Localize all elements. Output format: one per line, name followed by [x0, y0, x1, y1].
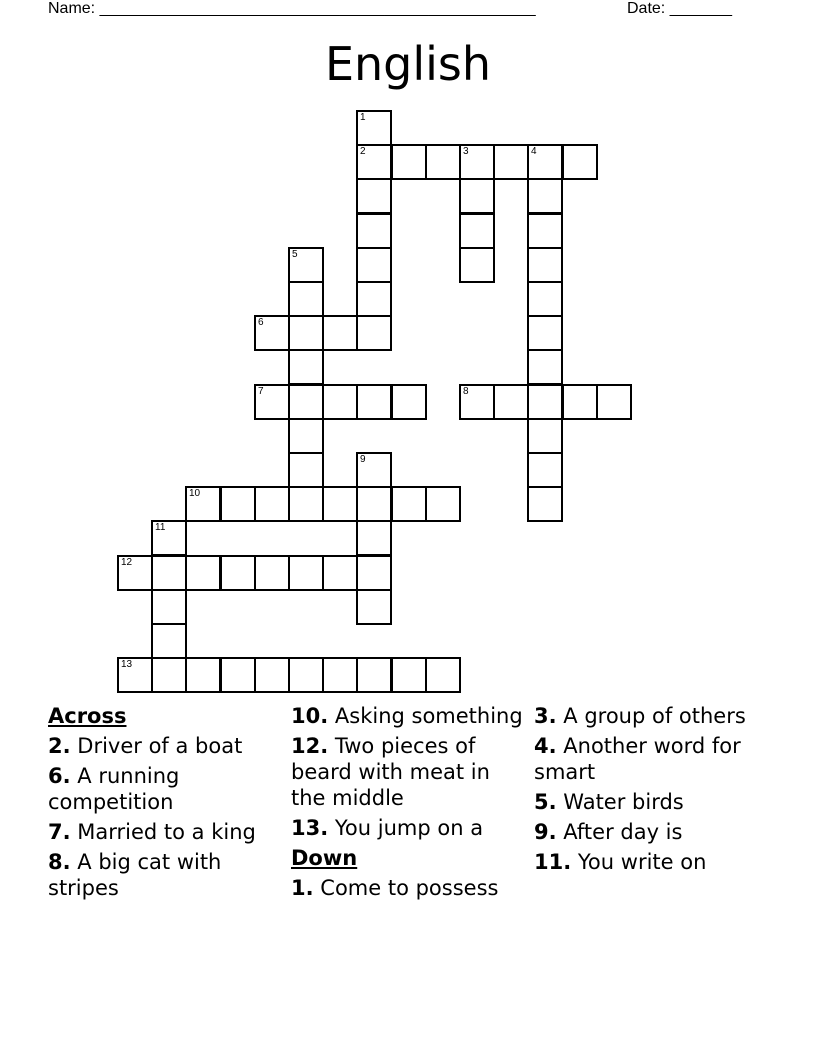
crossword-cell[interactable]	[356, 657, 392, 693]
cell-number: 12	[121, 557, 133, 568]
crossword-cell[interactable]	[459, 178, 495, 214]
crossword-cell[interactable]	[527, 486, 563, 522]
crossword-cell[interactable]	[391, 657, 427, 693]
clue-text: Water birds	[563, 790, 684, 814]
crossword-cell[interactable]	[459, 384, 495, 420]
clue-number: 11.	[534, 850, 572, 874]
crossword-cell[interactable]	[493, 384, 529, 420]
crossword-cell[interactable]	[356, 247, 392, 283]
cell-number: 10	[189, 488, 201, 499]
cell-number: 1	[360, 112, 366, 123]
cell-number: 2	[360, 146, 366, 157]
crossword-cell[interactable]	[288, 315, 324, 351]
crossword-cell[interactable]	[288, 418, 324, 454]
clue-number: 13.	[291, 816, 329, 840]
down-clue	[534, 733, 770, 785]
crossword-cell[interactable]	[185, 555, 221, 591]
across-clue	[48, 819, 284, 845]
crossword-cell[interactable]	[527, 213, 563, 249]
crossword-cell[interactable]	[117, 555, 153, 591]
cell-number: 11	[155, 522, 166, 533]
down-clue	[291, 875, 527, 901]
crossword-cell[interactable]	[562, 384, 598, 420]
crossword-cell[interactable]	[254, 315, 290, 351]
across-clue	[48, 763, 284, 815]
across-clue	[291, 815, 527, 841]
clue-text: Asking something	[334, 704, 523, 728]
crossword-cell[interactable]	[356, 178, 392, 214]
clue-number: 4.	[534, 734, 557, 758]
crossword-cell[interactable]	[356, 486, 392, 522]
clue-number: 9.	[534, 820, 557, 844]
clue-text: Another word for smart	[534, 734, 741, 784]
crossword-cell[interactable]	[356, 452, 392, 488]
clue-text: You write on	[577, 850, 707, 874]
cell-number: 9	[360, 454, 366, 465]
crossword-cell[interactable]	[391, 144, 427, 180]
crossword-cell[interactable]	[425, 486, 461, 522]
crossword-cell[interactable]	[254, 486, 290, 522]
crossword-cell[interactable]	[527, 247, 563, 283]
crossword-cell[interactable]	[425, 657, 461, 693]
crossword-cell[interactable]	[151, 589, 187, 625]
cell-number: 4	[531, 146, 537, 157]
clue-text: You jump on a	[334, 816, 484, 840]
crossword-cell[interactable]	[459, 247, 495, 283]
down-heading: Down	[291, 846, 358, 870]
crossword-cell[interactable]	[356, 213, 392, 249]
crossword-cell[interactable]	[220, 657, 256, 693]
crossword-cell[interactable]	[356, 144, 392, 180]
crossword-cell[interactable]	[562, 144, 598, 180]
clue-number: 7.	[48, 820, 71, 844]
clue-text: Driver of a boat	[77, 734, 243, 758]
clue-text: A big cat with stripes	[48, 850, 222, 900]
crossword-cell[interactable]	[527, 144, 563, 180]
crossword-cell[interactable]	[391, 486, 427, 522]
clue-number: 10.	[291, 704, 329, 728]
cell-number: 13	[121, 659, 133, 670]
cell-number: 3	[463, 146, 469, 157]
crossword-cell[interactable]	[185, 657, 221, 693]
crossword-cell[interactable]	[254, 384, 290, 420]
clue-number: 12.	[291, 734, 329, 758]
crossword-cell[interactable]	[288, 281, 324, 317]
crossword-cell[interactable]	[527, 384, 563, 420]
crossword-cell[interactable]	[493, 144, 529, 180]
crossword-cell[interactable]	[288, 384, 324, 420]
crossword-cell[interactable]	[356, 589, 392, 625]
crossword-cell[interactable]	[322, 384, 358, 420]
crossword-cell[interactable]	[527, 281, 563, 317]
crossword-cell[interactable]	[596, 384, 632, 420]
clue-number: 8.	[48, 850, 71, 874]
down-clue	[534, 849, 770, 875]
crossword-cell[interactable]	[391, 384, 427, 420]
clue-number: 6.	[48, 764, 71, 788]
crossword-cell[interactable]	[527, 349, 563, 385]
crossword-cell[interactable]	[356, 384, 392, 420]
crossword-cell[interactable]	[356, 110, 392, 146]
crossword-cell[interactable]	[322, 486, 358, 522]
cell-number: 5	[292, 249, 298, 260]
crossword-cell[interactable]	[459, 144, 495, 180]
cell-number: 8	[463, 386, 469, 397]
across-clue	[291, 703, 527, 729]
crossword-cell[interactable]	[527, 452, 563, 488]
clue-number: 2.	[48, 734, 71, 758]
name-field-line[interactable]: Name: _________________________________________________	[48, 0, 536, 17]
crossword-cell[interactable]	[151, 555, 187, 591]
down-clue	[534, 819, 770, 845]
crossword-cell[interactable]	[288, 555, 324, 591]
crossword-cell[interactable]	[459, 213, 495, 249]
cell-number: 7	[258, 386, 264, 397]
clue-text: Married to a king	[77, 820, 256, 844]
crossword-cell[interactable]	[254, 555, 290, 591]
crossword-cell[interactable]	[151, 520, 187, 556]
crossword-cell[interactable]	[220, 486, 256, 522]
crossword-cell[interactable]	[356, 520, 392, 556]
crossword-cell[interactable]	[288, 657, 324, 693]
cell-number: 6	[258, 317, 264, 328]
crossword-cell[interactable]	[220, 555, 256, 591]
crossword-cell[interactable]	[322, 555, 358, 591]
crossword-cell[interactable]	[322, 657, 358, 693]
crossword-cell[interactable]	[527, 418, 563, 454]
crossword-cell[interactable]	[254, 657, 290, 693]
crossword-cell[interactable]	[356, 555, 392, 591]
crossword-cell[interactable]	[322, 315, 358, 351]
clue-text: Come to possess	[320, 876, 499, 900]
crossword-cell[interactable]	[288, 247, 324, 283]
crossword-cell[interactable]	[117, 657, 153, 693]
across-clue	[291, 733, 527, 811]
crossword-cell[interactable]	[356, 315, 392, 351]
across-clue	[48, 849, 284, 901]
crossword-cell[interactable]	[288, 349, 324, 385]
clue-column-2	[291, 703, 527, 905]
clue-text: A running competition	[48, 764, 180, 814]
clue-text: A group of others	[563, 704, 746, 728]
crossword-cell[interactable]	[151, 623, 187, 659]
crossword-cell[interactable]	[425, 144, 461, 180]
crossword-cell[interactable]	[356, 281, 392, 317]
clue-number: 5.	[534, 790, 557, 814]
down-clue	[534, 789, 770, 815]
down-clue	[534, 703, 770, 729]
clue-text: Two pieces of beard with meat in the middle	[291, 734, 490, 810]
across-heading: Across	[48, 704, 127, 728]
clue-column-3	[534, 703, 770, 879]
clue-text: After day is	[563, 820, 683, 844]
page-title: English	[324, 37, 492, 91]
across-clue	[48, 733, 284, 759]
crossword-cell[interactable]	[151, 657, 187, 693]
crossword-cell[interactable]	[288, 452, 324, 488]
crossword-cell[interactable]	[185, 486, 221, 522]
date-field-line[interactable]: Date: _______	[627, 0, 732, 17]
clue-number: 3.	[534, 704, 557, 728]
clue-column-1	[48, 703, 284, 905]
crossword-cell[interactable]	[288, 486, 324, 522]
clue-number: 1.	[291, 876, 314, 900]
crossword-cell[interactable]	[527, 315, 563, 351]
crossword-cell[interactable]	[527, 178, 563, 214]
